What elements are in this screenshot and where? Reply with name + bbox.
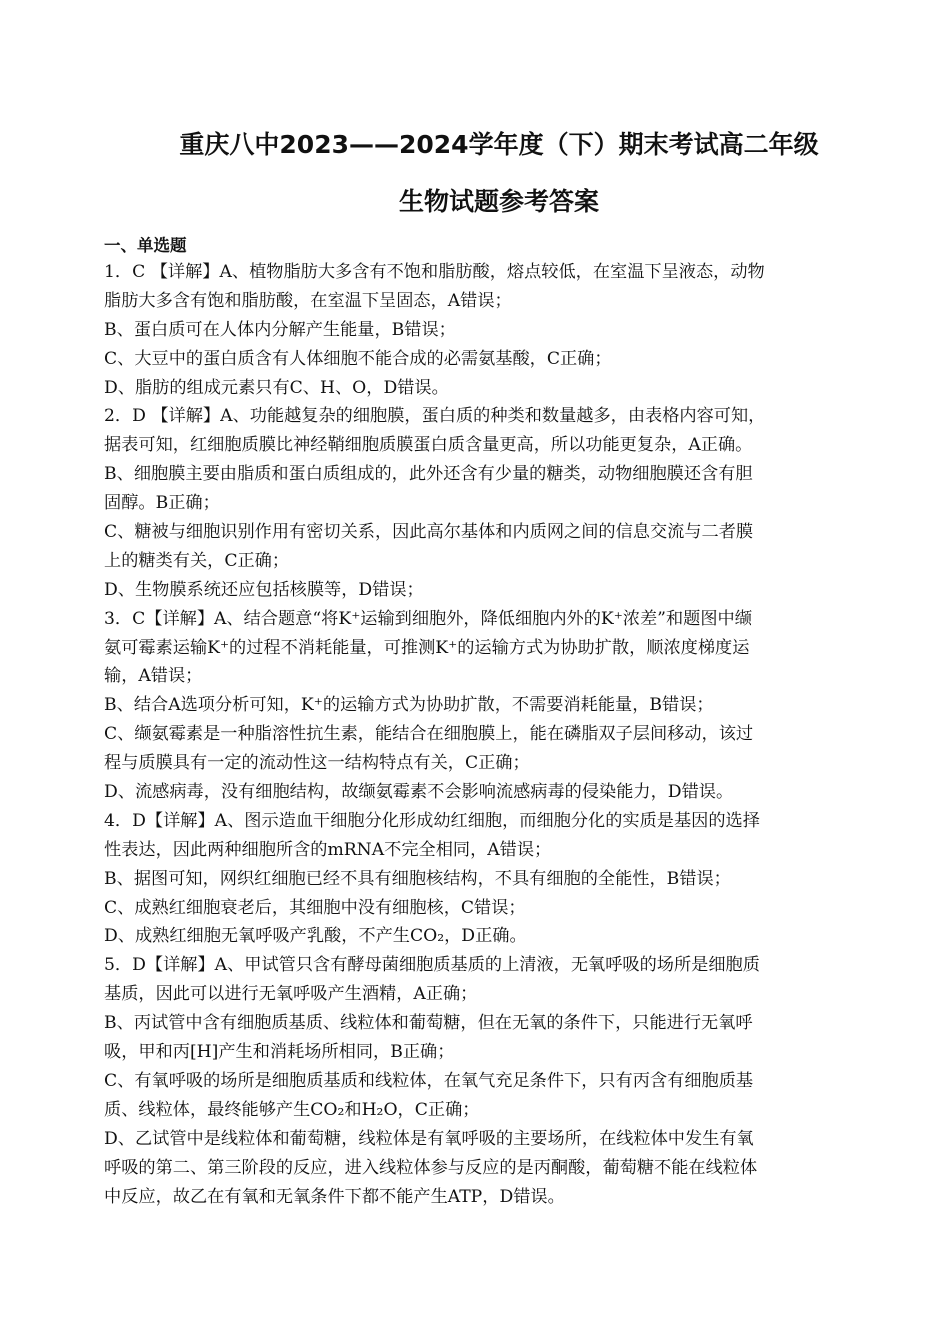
answer-line: 2．D 【详解】A、功能越复杂的细胞膜，蛋白质的种类和数量越多，由表格内容可知， xyxy=(104,406,766,427)
answer-line: 1．C 【详解】A、植物脂肪大多含有不饱和脂肪酸，熔点较低，在室温下呈液态，动物 xyxy=(104,262,765,282)
answer-line: 呼吸的第二、第三阶段的反应，进入线粒体参与反应的是丙酮酸，葡萄糖不能在线粒体 xyxy=(104,1157,758,1178)
answer-line: D、成熟红细胞无氧呼吸产乳酸，不产生CO₂，D正确。 xyxy=(104,926,527,947)
answer-line: B、细胞膜主要由脂质和蛋白质组成的，此外还含有少量的糖类，动物细胞膜还含有胆 xyxy=(104,464,753,485)
answer-line: 据表可知，红细胞质膜比神经鞘细胞质膜蛋白质含量更高，所以功能更复杂，A正确。 xyxy=(104,435,753,456)
answer-line: 4．D【详解】A、图示造血干细胞分化形成幼红细胞，而细胞分化的实质是基因的选择 xyxy=(104,810,760,831)
answer-line: 性表达，因此两种细胞所含的mRNA不完全相同，A错误； xyxy=(104,839,552,860)
section-heading: 一、单选题 xyxy=(104,236,187,255)
answer-line: 5．D【详解】A、甲试管只含有酵母菌细胞质基质的上清液，无氧呼吸的场所是细胞质 xyxy=(104,955,760,976)
document-title: 重庆八中2023——2024学年度（下）期末考试高二年级 xyxy=(179,130,819,159)
answer-line: D、生物膜系统还应包括核膜等，D错误； xyxy=(104,579,424,600)
answer-line: C、大豆中的蛋白质含有人体细胞不能合成的必需氨基酸，C正确； xyxy=(104,348,612,369)
answer-line: C、糖被与细胞识别作用有密切关系，因此高尔基体和内质网之间的信息交流与二者膜 xyxy=(104,522,754,543)
answer-line: 固醇。B正确； xyxy=(104,493,220,514)
answer-line: B、据图可知，网织红细胞已经不具有细胞核结构，不具有细胞的全能性，B错误； xyxy=(104,868,731,889)
answer-line: B、蛋白质可在人体内分解产生能量，B错误； xyxy=(104,319,456,340)
answer-line: 输，A错误； xyxy=(104,666,203,687)
answer-body xyxy=(104,258,839,1211)
answer-line: 基质，因此可以进行无氧呼吸产生酒精，A正确； xyxy=(104,984,478,1005)
answer-line: 吸，甲和丙[H]产生和消耗场所相同，B正确； xyxy=(104,1042,455,1063)
answer-line: C、成熟红细胞衰老后，其细胞中没有细胞核，C错误； xyxy=(104,897,526,918)
answer-line: D、流感病毒，没有细胞结构，故缬氨霉素不会影响流感病毒的侵染能力，D错误。 xyxy=(104,782,734,803)
answer-line: D、脂肪的组成元素只有C、H、O，D错误。 xyxy=(104,377,449,398)
answer-line: 中反应，故乙在有氧和无氧条件下都不能产生ATP，D错误。 xyxy=(104,1186,565,1207)
answer-line: 质、线粒体，最终能够产生CO₂和H₂O，C正确； xyxy=(104,1099,480,1120)
answer-line: 3．C【详解】A、结合题意“将K⁺运输到细胞外，降低细胞内外的K⁺浓差”和题图中缬 xyxy=(104,608,752,629)
document-subtitle: 生物试题参考答案 xyxy=(398,187,599,216)
answer-line: B、结合A选项分析可知，K⁺的运输方式为协助扩散，不需要消耗能量，B错误； xyxy=(104,695,714,716)
answer-line: 脂肪大多含有饱和脂肪酸，在室温下呈固态，A错误； xyxy=(104,290,512,311)
answer-line: B、丙试管中含有细胞质基质、线粒体和葡萄糖，但在无氧的条件下，只能进行无氧呼 xyxy=(104,1013,753,1034)
answer-line: C、缬氨霉素是一种脂溶性抗生素，能结合在细胞膜上，能在磷脂双子层间移动，该过 xyxy=(104,724,754,745)
answer-line: D、乙试管中是线粒体和葡萄糖，线粒体是有氧呼吸的主要场所，在线粒体中发生有氧 xyxy=(104,1128,754,1149)
answer-line: C、有氧呼吸的场所是细胞质基质和线粒体，在氧气充足条件下，只有丙含有细胞质基 xyxy=(104,1070,754,1091)
answer-line: 上的糖类有关，C正确； xyxy=(104,550,290,571)
answer-line: 氨可霉素运输K⁺的过程不消耗能量，可推测K⁺的运输方式为协助扩散，顺浓度梯度运 xyxy=(104,637,750,658)
answer-line: 程与质膜具有一定的流动性这一结构特点有关，C正确； xyxy=(104,753,530,774)
